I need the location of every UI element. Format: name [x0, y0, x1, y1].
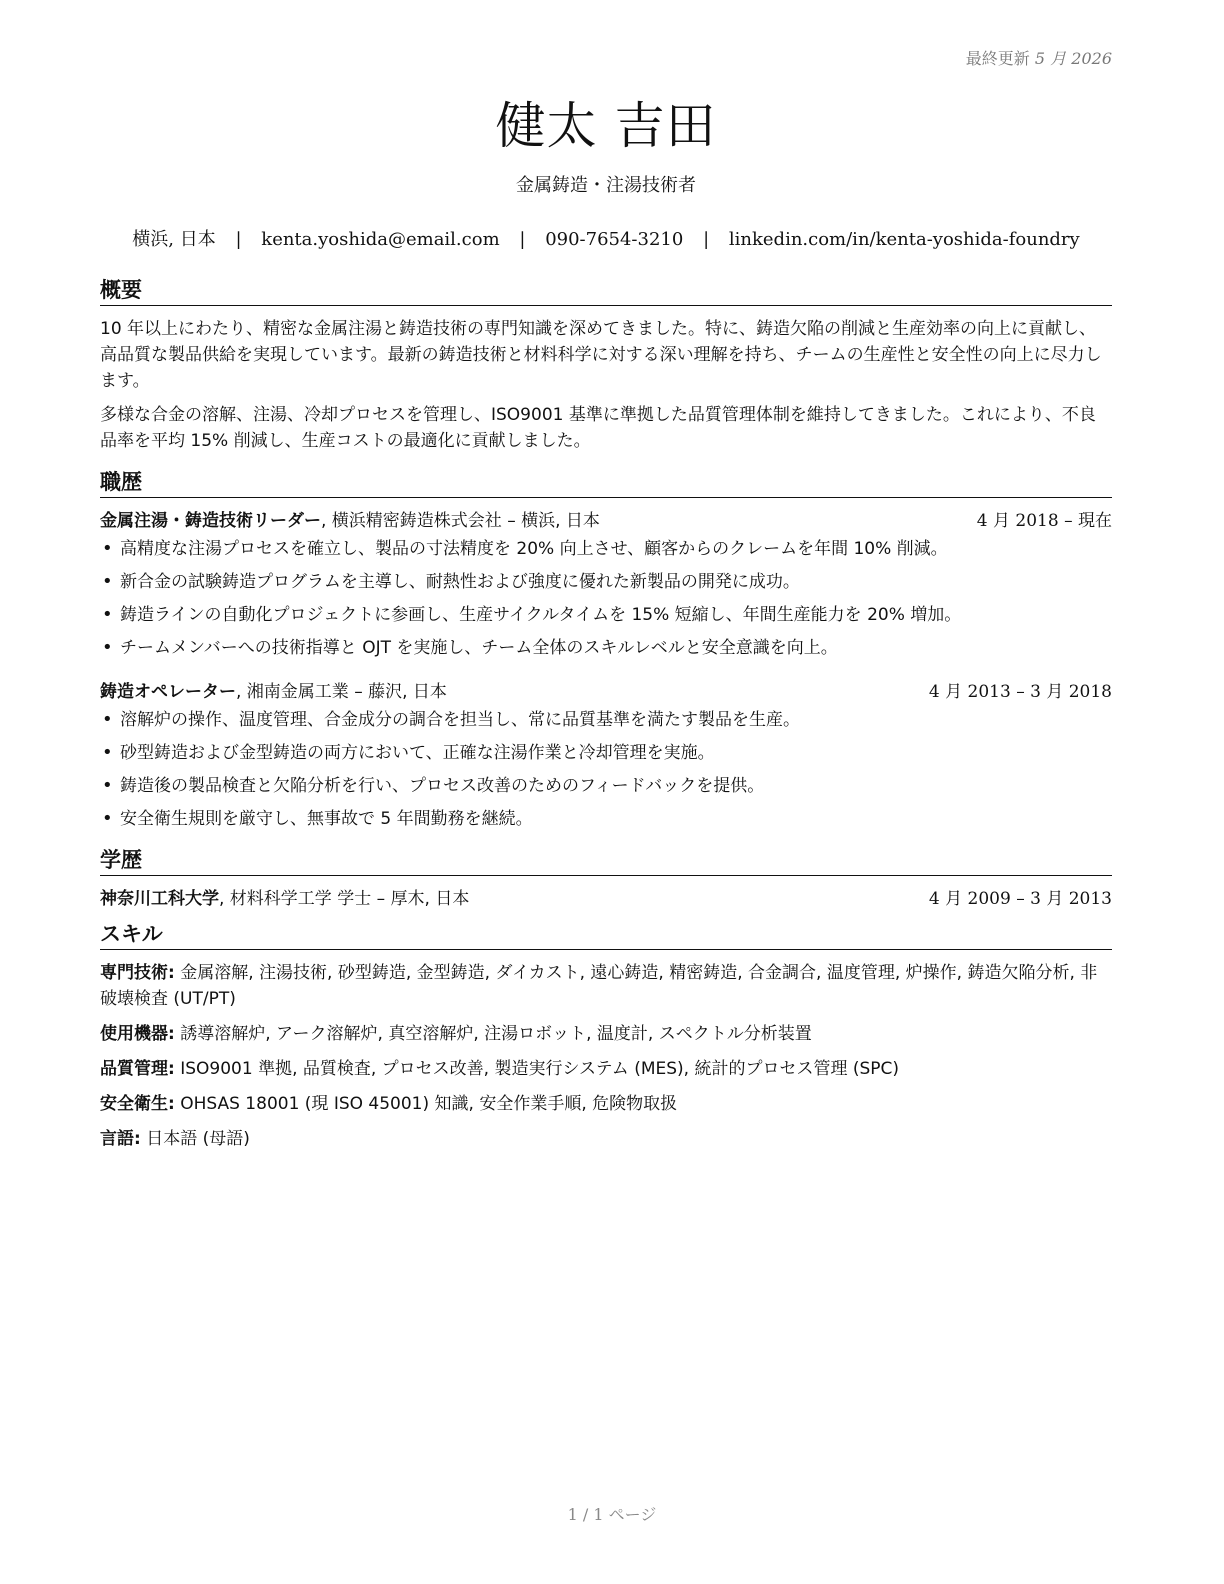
skills-section: [100, 920, 1112, 1152]
section-title-experience: 職歴: [100, 468, 1112, 498]
last-updated-label: 最終更新: [965, 49, 1030, 68]
section-title-summary: 概要: [100, 276, 1112, 306]
last-updated-month: 5 月: [1034, 49, 1067, 68]
job-bullet: • 新合金の試験鋳造プログラムを主導し、耐熱性および強度に優れた新製品の開発に成功。: [100, 569, 1112, 595]
contact-separator: |: [519, 229, 526, 250]
skill-value: 日本語 (母語): [140, 1129, 250, 1149]
education-dates: 4 月 2009 – 3 月 2013: [928, 889, 1112, 909]
skill-value: ISO9001 準拠, 品質検査, プロセス改善, 製造実行システム (MES), 統計的プロセス管理 (SPC): [174, 1059, 900, 1079]
job-bullet: • 溶解炉の操作、温度管理、合金成分の調合を担当し、常に品質基準を満たす製品を生産。: [100, 707, 1112, 733]
skill-line: [100, 1091, 1112, 1117]
job-bullets: [100, 707, 1112, 832]
experience-section: [100, 468, 1112, 832]
candidate-name: 健太 吉田: [495, 97, 717, 155]
skill-label: 専門技術:: [100, 963, 175, 983]
contact-separator: |: [703, 229, 710, 250]
last-updated: [966, 46, 1112, 69]
education-section: [100, 846, 1112, 912]
skill-label: 使用機器:: [100, 1024, 175, 1044]
job-org: , 湘南金属工業 – 藤沢, 日本: [236, 682, 447, 702]
skill-line: [100, 1126, 1112, 1152]
contact-email[interactable]: kenta.yoshida@email.com: [261, 229, 500, 250]
skill-label: 言語:: [100, 1129, 141, 1149]
skill-value: 誘導溶解炉, アーク溶解炉, 真空溶解炉, 注湯ロボット, 温度計, スペクトル分析装置: [174, 1024, 812, 1044]
job-title-org: [100, 679, 447, 705]
job-bullet: • チームメンバーへの技術指導と OJT を実施し、チーム全体のスキルレベルと安全意識を向上。: [100, 635, 1112, 661]
education-school: 神奈川工科大学: [100, 889, 219, 909]
job-bullet: • 高精度な注湯プロセスを確立し、製品の寸法精度を 20% 向上させ、顧客からのクレームを年間 10% 削減。: [100, 536, 1112, 562]
job-org: , 横浜精密鋳造株式会社 – 横浜, 日本: [321, 511, 600, 531]
job-role: 金属注湯・鋳造技術リーダー: [100, 511, 321, 531]
section-title-skills: スキル: [100, 920, 1112, 950]
skill-value: OHSAS 18001 (現 ISO 45001) 知識, 安全作業手順, 危険物取扱: [174, 1094, 678, 1114]
contact-linkedin[interactable]: linkedin.com/in/kenta-yoshida-foundry: [728, 229, 1080, 250]
resume-content: [100, 276, 1112, 1166]
job-header: [100, 679, 1112, 705]
education-entry: [100, 886, 1112, 912]
job-bullet: • 砂型鋳造および金型鋳造の両方において、正確な注湯作業と冷却管理を実施。: [100, 740, 1112, 766]
job-title-org: [100, 508, 600, 534]
skill-label: 品質管理:: [100, 1059, 175, 1079]
contact-phone[interactable]: 090-7654-3210: [545, 229, 684, 250]
education-school-detail: [100, 886, 469, 912]
candidate-headline: 金属鋳造・注湯技術者: [516, 175, 696, 196]
contact-line: [100, 225, 1112, 251]
job-bullet: • 鋳造後の製品検査と欠陥分析を行い、プロセス改善のためのフィードバックを提供。: [100, 773, 1112, 799]
section-title-education: 学歴: [100, 846, 1112, 876]
skill-line: [100, 960, 1112, 1012]
job-header: [100, 508, 1112, 534]
page-indicator: 1 / 1 ページ: [567, 1505, 657, 1524]
skill-line: [100, 1021, 1112, 1047]
job-dates: 4 月 2018 – 現在: [976, 511, 1112, 531]
job-bullet: • 安全衛生規則を厳守し、無事故で 5 年間勤務を継続。: [100, 806, 1112, 832]
skill-line: [100, 1056, 1112, 1082]
contact-location: 横浜, 日本: [132, 229, 216, 250]
summary-section: [100, 276, 1112, 454]
job-bullets: [100, 536, 1112, 661]
summary-paragraph: 10 年以上にわたり、精密な金属注湯と鋳造技術の専門知識を深めてきました。特に、鋳造欠陥の削減と生産効率の向上に貢献し、高品質な製品供給を実現しています。最新の鋳造技術と材料科学に対する深い理解を持ち、チームの生産性と安全性の向上に尽力します。: [100, 319, 1102, 391]
education-detail: , 材料科学工学 学士 – 厚木, 日本: [219, 889, 470, 909]
job-role: 鋳造オペレーター: [100, 682, 236, 702]
job-bullet: • 鋳造ラインの自動化プロジェクトに参画し、生産サイクルタイムを 15% 短縮し、年間生産能力を 20% 増加。: [100, 602, 1112, 628]
last-updated-year: 2026: [1071, 49, 1112, 68]
summary-paragraph: 多様な合金の溶解、注湯、冷却プロセスを管理し、ISO9001 基準に準拠した品質管理体制を維持してきました。これにより、不良品率を平均 15% 削減し、生産コストの最適化に貢献しました。: [100, 405, 1096, 451]
job-dates: 4 月 2013 – 3 月 2018: [928, 682, 1112, 702]
skill-label: 安全衛生:: [100, 1094, 175, 1114]
job-entry: [100, 508, 1112, 661]
skill-value: 金属溶解, 注湯技術, 砂型鋳造, 金型鋳造, ダイカスト, 遠心鋳造, 精密鋳造, 合金調合, 温度管理, 炉操作, 鋳造欠陥分析, 非破壊検査 (UT/PT): [100, 963, 1098, 1009]
job-entry: [100, 679, 1112, 832]
contact-separator: |: [235, 229, 242, 250]
